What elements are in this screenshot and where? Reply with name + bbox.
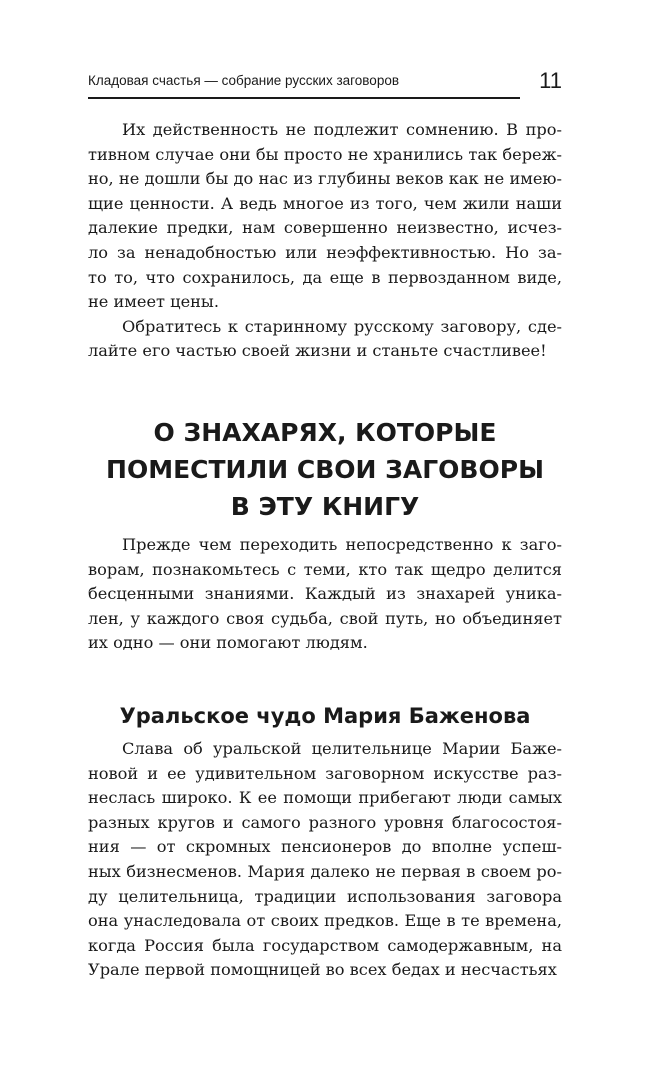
text-line: но, не дошли бы до нас из глубины веков как не имею- xyxy=(88,169,562,189)
page-number: 11 xyxy=(539,68,562,93)
intro-text xyxy=(88,118,562,364)
section-body-text xyxy=(88,737,562,983)
text-line: Их действенность не подлежит сомнению. В про- xyxy=(122,120,562,139)
text-line: тивном случае они бы просто не хранились так береж- xyxy=(88,144,562,164)
text-line: их одно — они помогают людям. xyxy=(88,633,368,653)
chapter-intro-text xyxy=(88,533,562,656)
text-line: ния — от скромных пенсионеров до вполне успеш- xyxy=(88,837,562,857)
text-line: Прежде чем переходить непосредственно к заго- xyxy=(122,535,562,554)
text-line: она унаследовала от своих предков. Еще в те времена, xyxy=(88,911,562,931)
text-line: то то, что сохранилось, да еще в первозданном виде, xyxy=(88,267,562,287)
text-line: далекие предки, нам совершенно неизвестно, исчез- xyxy=(88,218,562,238)
text-line: разных кругов и самого разного уровня благосостоя- xyxy=(88,812,562,832)
text-line: бесценными знаниями. Каждый из знахарей уника- xyxy=(88,584,562,604)
text-line: Слава об уральской целительнице Марии Баже- xyxy=(122,739,562,758)
running-title: Кладовая счастья — собрание русских заговоров xyxy=(88,73,400,88)
text-line: неслась широко. К ее помощи прибегают люди самых xyxy=(88,788,562,808)
chapter-title-line: В ЭТУ КНИГУ xyxy=(230,492,420,521)
text-line: новой и ее удивительном заговорном искусстве раз- xyxy=(88,763,562,783)
section-title: Уральское чудо Мария Баженова xyxy=(119,704,531,728)
chapter-title-line: ПОМЕСТИЛИ СВОИ ЗАГОВОРЫ xyxy=(106,455,544,484)
text-line: когда Россия была государством самодержавным, на xyxy=(88,935,562,955)
text-line: ло за ненадобностью или неэффективностью. Но за- xyxy=(88,242,562,262)
text-line: лайте его частью своей жизни и станьте счастливее! xyxy=(88,341,547,361)
text-line: щие ценности. А ведь многое из того, чем жили наши xyxy=(88,193,562,213)
paragraph xyxy=(88,737,562,983)
header-rule xyxy=(88,97,520,99)
paragraph xyxy=(88,315,562,364)
chapter-title-line: О ЗНАХАРЯХ, КОТОРЫЕ xyxy=(153,418,497,447)
text-line: лен, у каждого своя судьба, свой путь, но объединяет xyxy=(88,608,562,628)
text-line: не имеет цены. xyxy=(88,292,219,312)
text-line: ворам, познакомьтесь с теми, кто так щедро делится xyxy=(88,559,562,579)
text-line: Урале первой помощницей во всех бедах и несчастьях xyxy=(88,960,557,980)
paragraph xyxy=(88,118,562,315)
text-line: Обратитесь к старинному русскому заговору, сде- xyxy=(122,316,562,336)
paragraph xyxy=(88,533,562,656)
text-line: ду целительница, традиции использования заговора xyxy=(88,886,562,906)
chapter-title xyxy=(88,414,562,525)
text-line: ных бизнесменов. Мария далеко не первая в своем ро- xyxy=(88,861,562,881)
